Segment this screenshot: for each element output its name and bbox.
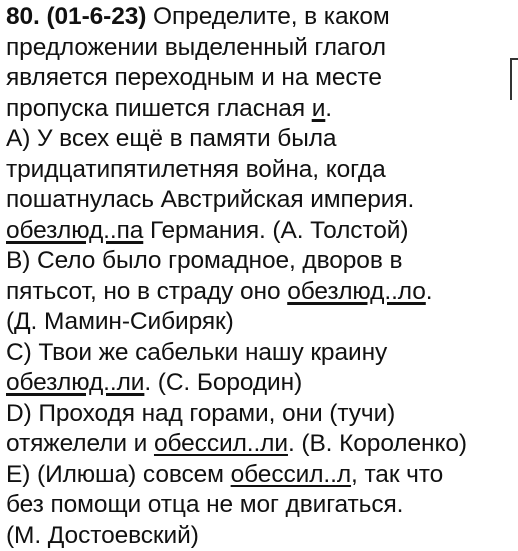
- option-c-source: . (С. Бородин): [144, 369, 302, 396]
- option-a-source: Германия. (А. Толстой): [143, 217, 408, 244]
- option-a-line-1: А) У всех ещё в памяти была: [6, 124, 512, 155]
- option-b-line-2: [6, 277, 512, 308]
- option-e-source: (М. Достоевский): [6, 521, 512, 551]
- question-period: .: [325, 95, 332, 122]
- question-line-3: является переходным и на месте: [6, 63, 512, 94]
- question-text-end: пропуска пишется гласная: [6, 95, 312, 122]
- question-line-1: [6, 2, 512, 33]
- option-d-verb: обессил..ли: [154, 430, 288, 457]
- option-e-text: Е) (Илюша) совсем: [6, 461, 231, 488]
- option-e-text-end: , так что: [351, 461, 443, 488]
- option-e-verb: обессил..л: [231, 461, 351, 488]
- option-e-line-1: [6, 460, 512, 491]
- option-d-text: отяжелели и: [6, 430, 154, 457]
- option-a-line-4: [6, 216, 512, 247]
- option-b-source: (Д. Мамин-Сибиряк): [6, 307, 512, 338]
- option-d-line-2: [6, 429, 512, 460]
- option-a-line-3: пошатнулась Австрийская империя.: [6, 185, 512, 216]
- option-c-line-1: С) Твои же сабельки нашу краину: [6, 338, 512, 369]
- question-line-4: [6, 94, 512, 125]
- question-text: Определите, в каком: [146, 3, 389, 30]
- option-c-line-2: [6, 368, 512, 399]
- option-b-verb: обезлюд..ло: [287, 278, 426, 305]
- question-line-2: предложении выделенный глагол: [6, 33, 512, 64]
- option-b-line-1: В) Село было громадное, дворов в: [6, 246, 512, 277]
- option-d-line-1: D) Проходя над горами, они (тучи): [6, 399, 512, 430]
- option-e-line-2: без помощи отца не мог двигаться.: [6, 490, 512, 521]
- target-vowel: и: [312, 95, 326, 122]
- option-a-line-2: тридцатипятилетняя война, когда: [6, 155, 512, 186]
- option-d-source: . (В. Короленко): [288, 430, 467, 457]
- option-a-verb: обезлюд..па: [6, 217, 143, 244]
- option-c-verb: обезлюд..ли: [6, 369, 144, 396]
- page-edge-mark: [510, 58, 518, 100]
- option-b-text: пятьсот, но в страду оно: [6, 278, 287, 305]
- question-number: 80. (01-6-23): [6, 3, 146, 30]
- option-b-period: .: [426, 278, 433, 305]
